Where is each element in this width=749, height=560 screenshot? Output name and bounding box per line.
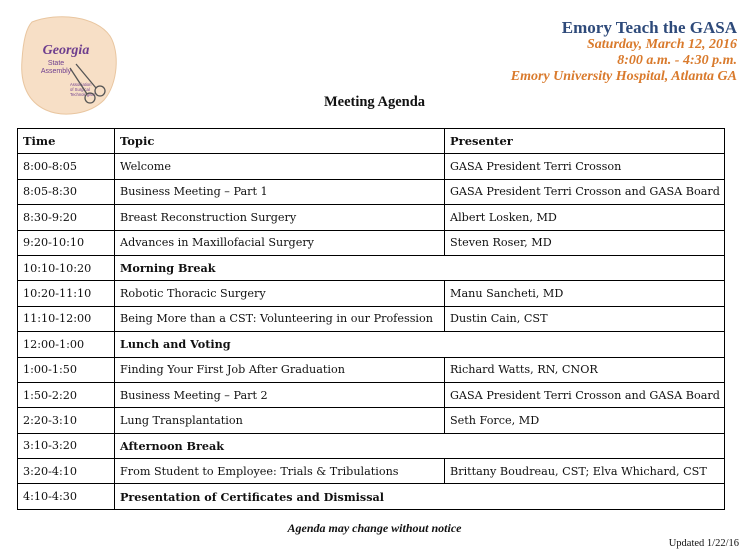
page-title: Meeting Agenda	[323, 94, 426, 110]
logo-assoc-line2: of Surgical	[70, 87, 90, 92]
logo-org-line2: State	[47, 60, 65, 67]
presenter-cell: Albert Losken, MD	[445, 205, 725, 230]
topic-cell: Lung Transplantation	[115, 408, 445, 433]
logo-org-line1: Georgia	[42, 43, 90, 58]
topic-cell: Finding Your First Job After Graduation	[115, 357, 445, 382]
logo-assoc-line1: Association	[70, 82, 92, 87]
table-row	[18, 357, 725, 382]
time-cell: 8:05-8:30	[18, 179, 115, 204]
event-date: Saturday, March 12, 2016	[586, 37, 737, 52]
logo-org-line3: Assembly	[40, 68, 72, 75]
presenter-cell: GASA President Terri Crosson and GASA Board	[445, 179, 725, 204]
event-title: Emory Teach the GASA	[561, 18, 737, 37]
time-cell: 12:00-1:00	[18, 332, 115, 357]
presenter-cell: Steven Roser, MD	[445, 230, 725, 255]
topic-cell: Welcome	[115, 154, 445, 179]
topic-cell: Robotic Thoracic Surgery	[115, 281, 445, 306]
table-row	[18, 408, 725, 433]
time-cell: 8:30-9:20	[18, 205, 115, 230]
time-cell: 8:00-8:05	[18, 154, 115, 179]
table-row-break	[18, 484, 725, 509]
time-cell: 2:20-3:10	[18, 408, 115, 433]
table-row-break	[18, 255, 725, 280]
presenter-cell: Manu Sancheti, MD	[445, 281, 725, 306]
break-topic-cell: Afternoon Break	[115, 433, 725, 458]
table-row-break	[18, 332, 725, 357]
presenter-cell: Dustin Cain, CST	[445, 306, 725, 331]
column-header-time: Time	[18, 129, 115, 154]
event-location: Emory University Hospital, Atlanta GA	[510, 69, 737, 84]
time-cell: 10:10-10:20	[18, 255, 115, 280]
table-header-row	[18, 129, 725, 154]
time-cell: 9:20-10:10	[18, 230, 115, 255]
event-time: 8:00 a.m. - 4:30 p.m.	[617, 53, 737, 68]
time-cell: 1:50-2:20	[18, 382, 115, 407]
time-cell: 11:10-12:00	[18, 306, 115, 331]
logo-assoc-line3: Technologists	[70, 92, 96, 97]
agenda-note: Agenda may change without notice	[287, 521, 462, 535]
topic-cell: Business Meeting – Part 2	[115, 382, 445, 407]
table-row	[18, 179, 725, 204]
event-header	[511, 18, 737, 85]
presenter-cell: Richard Watts, RN, CNOR	[445, 357, 725, 382]
table-row	[18, 205, 725, 230]
break-topic-cell: Lunch and Voting	[115, 332, 725, 357]
time-cell: 3:20-4:10	[18, 459, 115, 484]
topic-cell: Business Meeting – Part 1	[115, 179, 445, 204]
table-row	[18, 281, 725, 306]
presenter-cell: GASA President Terri Crosson and GASA Board	[445, 382, 725, 407]
presenter-cell: Brittany Boudreau, CST; Elva Whichard, CST	[445, 459, 725, 484]
presenter-cell: Seth Force, MD	[445, 408, 725, 433]
column-header-presenter: Presenter	[445, 129, 725, 154]
break-topic-cell: Presentation of Certificates and Dismissal	[115, 484, 725, 509]
table-row-break	[18, 433, 725, 458]
column-header-topic: Topic	[115, 129, 445, 154]
time-cell: 1:00-1:50	[18, 357, 115, 382]
table-row	[18, 459, 725, 484]
topic-cell: Advances in Maxillofacial Surgery	[115, 230, 445, 255]
table-row	[18, 230, 725, 255]
time-cell: 10:20-11:10	[18, 281, 115, 306]
table-row	[18, 382, 725, 407]
time-cell: 3:10-3:20	[18, 433, 115, 458]
topic-cell: Breast Reconstruction Surgery	[115, 205, 445, 230]
topic-cell: Being More than a CST: Volunteering in our Profession	[115, 306, 445, 331]
time-cell: 4:10-4:30	[18, 484, 115, 509]
presenter-cell: GASA President Terri Crosson	[445, 154, 725, 179]
updated-date: Updated 1/22/16	[668, 538, 739, 549]
agenda-table	[17, 128, 725, 510]
break-topic-cell: Morning Break	[115, 255, 725, 280]
table-row	[18, 154, 725, 179]
topic-cell: From Student to Employee: Trials & Tribulations	[115, 459, 445, 484]
table-row	[18, 306, 725, 331]
